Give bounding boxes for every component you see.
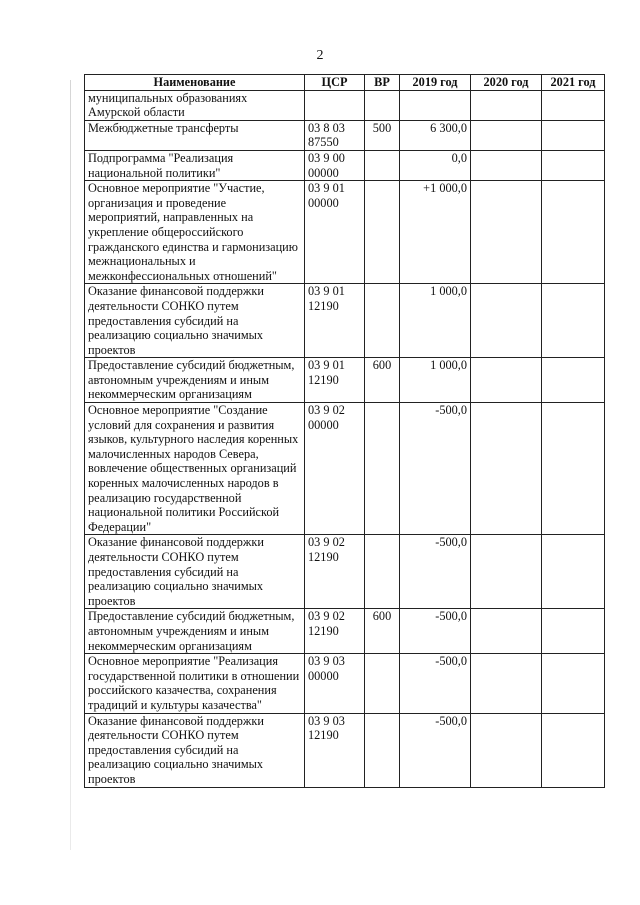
- cell-name: Предоставление субсидий бюджетным, автономным учреждениям и иным некоммерческим организациям: [85, 358, 305, 403]
- cell-name: муниципальных образованиях Амурской области: [85, 90, 305, 120]
- cell-2019: -500,0: [400, 403, 471, 535]
- cell-2020: [471, 535, 542, 609]
- page-number: 2: [316, 48, 324, 63]
- cell-vr: [365, 535, 400, 609]
- cell-2021: [542, 150, 605, 180]
- table-row: [85, 654, 605, 713]
- cell-2020: [471, 609, 542, 654]
- cell-csr: 03 9 01 12190: [305, 358, 365, 403]
- cell-vr: 600: [365, 358, 400, 403]
- cell-2020: [471, 403, 542, 535]
- cell-2020: [471, 150, 542, 180]
- cell-csr: 03 9 02 00000: [305, 403, 365, 535]
- cell-2019: 0,0: [400, 150, 471, 180]
- cell-2019: -500,0: [400, 535, 471, 609]
- cell-vr: [365, 181, 400, 284]
- table-row: [85, 535, 605, 609]
- header-name: Наименование: [85, 75, 305, 91]
- cell-csr: 03 8 03 87550: [305, 120, 365, 150]
- table-row: [85, 150, 605, 180]
- cell-2021: [542, 358, 605, 403]
- scan-edge-shadow: [70, 80, 71, 850]
- cell-2021: [542, 713, 605, 787]
- cell-vr: 600: [365, 609, 400, 654]
- cell-2019: 6 300,0: [400, 120, 471, 150]
- cell-2021: [542, 609, 605, 654]
- cell-vr: [365, 403, 400, 535]
- cell-2021: [542, 284, 605, 358]
- cell-2021: [542, 181, 605, 284]
- cell-2019: [400, 90, 471, 120]
- cell-2019: 1 000,0: [400, 284, 471, 358]
- cell-csr: 03 9 02 12190: [305, 609, 365, 654]
- cell-name: Межбюджетные трансферты: [85, 120, 305, 150]
- cell-name: Основное мероприятие "Участие, организация и проведение мероприятий, направленных на укрепление общероссийского гражданского единства и гармонизацию межнациональных и межконфессиональных отношений": [85, 181, 305, 284]
- cell-csr: 03 9 02 12190: [305, 535, 365, 609]
- cell-2020: [471, 181, 542, 284]
- table-row: [85, 713, 605, 787]
- cell-2020: [471, 358, 542, 403]
- cell-name: Оказание финансовой поддержки деятельности СОНКО путем предоставления субсидий на реализацию социально значимых проектов: [85, 535, 305, 609]
- cell-csr: 03 9 00 00000: [305, 150, 365, 180]
- cell-2021: [542, 120, 605, 150]
- cell-2021: [542, 654, 605, 713]
- table-row: [85, 120, 605, 150]
- table-row: [85, 284, 605, 358]
- cell-2019: -500,0: [400, 654, 471, 713]
- cell-2021: [542, 403, 605, 535]
- cell-csr: 03 9 03 00000: [305, 654, 365, 713]
- cell-2021: [542, 535, 605, 609]
- table-row: [85, 358, 605, 403]
- cell-csr: 03 9 01 00000: [305, 181, 365, 284]
- cell-csr: 03 9 03 12190: [305, 713, 365, 787]
- cell-2020: [471, 713, 542, 787]
- cell-2020: [471, 120, 542, 150]
- cell-2019: +1 000,0: [400, 181, 471, 284]
- budget-table: [84, 74, 605, 788]
- cell-name: Основное мероприятие "Реализация государственной политики в отношении российского казачества, сохранения традиций и культуры казачества": [85, 654, 305, 713]
- table-row: [85, 403, 605, 535]
- cell-name: Основное мероприятие "Создание условий для сохранения и развития языков, культурного наследия коренных малочисленных народов Севера, вовлечение общественных организаций коренных малочисленных народов в реализацию государственной национальной политики Российской Федерации": [85, 403, 305, 535]
- cell-name: Предоставление субсидий бюджетным, автономным учреждениям и иным некоммерческим организациям: [85, 609, 305, 654]
- cell-vr: [365, 713, 400, 787]
- cell-2019: -500,0: [400, 609, 471, 654]
- header-2021: 2021 год: [542, 75, 605, 91]
- cell-2021: [542, 90, 605, 120]
- cell-vr: 500: [365, 120, 400, 150]
- cell-csr: [305, 90, 365, 120]
- table-row: [85, 90, 605, 120]
- table-row: [85, 609, 605, 654]
- cell-name: Оказание финансовой поддержки деятельности СОНКО путем предоставления субсидий на реализацию социально значимых проектов: [85, 284, 305, 358]
- cell-2020: [471, 284, 542, 358]
- header-csr: ЦСР: [305, 75, 365, 91]
- cell-2020: [471, 654, 542, 713]
- cell-2020: [471, 90, 542, 120]
- header-vr: ВР: [365, 75, 400, 91]
- cell-csr: 03 9 01 12190: [305, 284, 365, 358]
- cell-2019: 1 000,0: [400, 358, 471, 403]
- header-2020: 2020 год: [471, 75, 542, 91]
- cell-vr: [365, 654, 400, 713]
- cell-name: Подпрограмма "Реализация национальной политики": [85, 150, 305, 180]
- header-2019: 2019 год: [400, 75, 471, 91]
- cell-2019: -500,0: [400, 713, 471, 787]
- cell-name: Оказание финансовой поддержки деятельности СОНКО путем предоставления субсидий на реализацию социально значимых проектов: [85, 713, 305, 787]
- cell-vr: [365, 150, 400, 180]
- table-row: [85, 181, 605, 284]
- cell-vr: [365, 90, 400, 120]
- table-header-row: [85, 75, 605, 91]
- cell-vr: [365, 284, 400, 358]
